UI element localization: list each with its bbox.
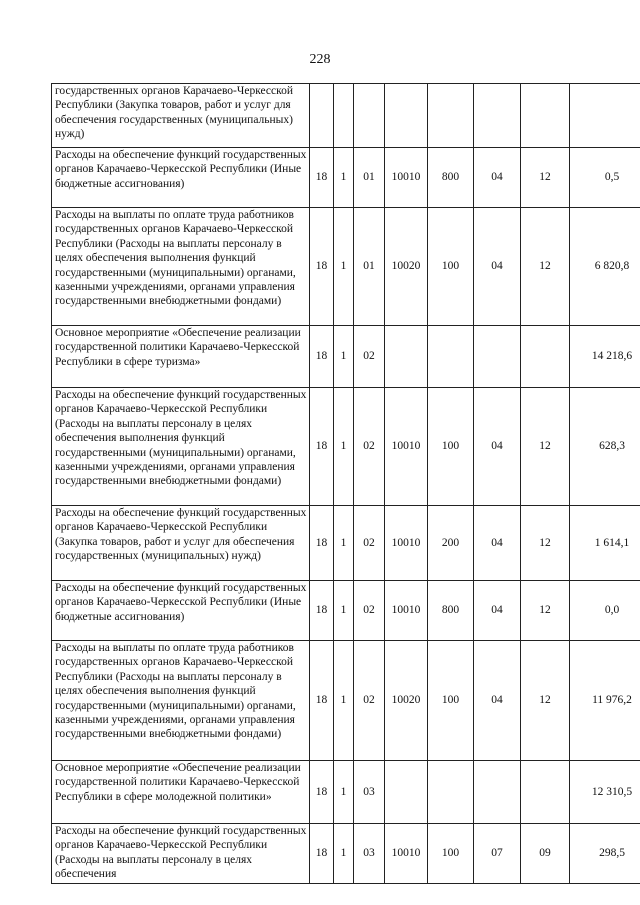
cell-section: 04	[474, 641, 521, 761]
cell-section: 04	[474, 148, 521, 208]
cell-description: Расходы на обеспечение функций государственных органов Карачаево-Черкесской Республики (Иные бюджетные ассигнования)	[52, 581, 310, 641]
table-row	[52, 641, 640, 761]
cell-program: 1	[334, 388, 354, 506]
cell-section: 07	[474, 824, 521, 884]
cell-ministry-code: 18	[310, 208, 334, 326]
cell-subsection	[521, 84, 570, 148]
cell-amount: 12 310,5	[570, 761, 640, 824]
cell-subprogram: 02	[354, 581, 385, 641]
cell-expense-type: 800	[428, 581, 474, 641]
cell-section: 04	[474, 388, 521, 506]
cell-program: 1	[334, 641, 354, 761]
cell-amount: 628,3	[570, 388, 640, 506]
table-row	[52, 824, 640, 884]
cell-expense-type: 200	[428, 506, 474, 581]
cell-expense-type	[428, 761, 474, 824]
cell-subsection: 12	[521, 208, 570, 326]
cell-subprogram: 02	[354, 326, 385, 388]
cell-ministry-code: 18	[310, 506, 334, 581]
cell-direction: 10010	[385, 824, 428, 884]
budget-table	[51, 83, 640, 884]
cell-subprogram: 01	[354, 148, 385, 208]
cell-ministry-code	[310, 84, 334, 148]
cell-direction	[385, 84, 428, 148]
cell-description: Расходы на обеспечение функций государственных органов Карачаево-Черкесской Республики (Расходы на выплаты персоналу в целях обеспечения выполнения функций государственными (муниципальными) органами, казенными учреждениями, органами управления государственными внебюджетными фондами)	[52, 388, 310, 506]
cell-expense-type: 100	[428, 824, 474, 884]
cell-expense-type: 100	[428, 388, 474, 506]
cell-description: Расходы на выплаты по оплате труда работников государственных органов Карачаево-Черкесской Республики (Расходы на выплаты персоналу в целях обеспечения выполнения функций государственными (муниципальными) органами, казенными учреждениями, органами управления государственными внебюджетными фондами)	[52, 641, 310, 761]
cell-description: Основное мероприятие «Обеспечение реализации государственной политики Карачаево-Черкесской Республики в сфере молодежной политики»	[52, 761, 310, 824]
cell-subprogram: 03	[354, 824, 385, 884]
cell-program: 1	[334, 761, 354, 824]
cell-ministry-code: 18	[310, 581, 334, 641]
cell-subprogram: 03	[354, 761, 385, 824]
cell-amount: 6 820,8	[570, 208, 640, 326]
cell-expense-type	[428, 326, 474, 388]
cell-description: Расходы на обеспечение функций государственных органов Карачаево-Черкесской Республики (Иные бюджетные ассигнования)	[52, 148, 310, 208]
cell-ministry-code: 18	[310, 761, 334, 824]
cell-subsection: 12	[521, 641, 570, 761]
cell-program	[334, 84, 354, 148]
budget-table-body	[52, 84, 640, 884]
cell-direction: 10010	[385, 148, 428, 208]
table-row	[52, 208, 640, 326]
cell-subprogram	[354, 84, 385, 148]
cell-description: Расходы на обеспечение функций государственных органов Карачаево-Черкесской Республики (Закупка товаров, работ и услуг для обеспечения государственных (муниципальных) нужд)	[52, 506, 310, 581]
cell-expense-type: 100	[428, 641, 474, 761]
cell-subsection	[521, 326, 570, 388]
table-row	[52, 84, 640, 148]
cell-direction: 10020	[385, 641, 428, 761]
cell-ministry-code: 18	[310, 148, 334, 208]
cell-subsection: 12	[521, 506, 570, 581]
cell-description: государственных органов Карачаево-Черкесской Республики (Закупка товаров, работ и услуг для обеспечения государственных (муниципальных) нужд)	[52, 84, 310, 148]
cell-description: Основное мероприятие «Обеспечение реализации государственной политики Карачаево-Черкесской Республики в сфере туризма»	[52, 326, 310, 388]
cell-amount: 298,5	[570, 824, 640, 884]
cell-description: Расходы на выплаты по оплате труда работников государственных органов Карачаево-Черкесской Республики (Расходы на выплаты персоналу в целях обеспечения выполнения функций государственными (муниципальными) органами, казенными учреждениями, органами управления государственными внебюджетными фондами)	[52, 208, 310, 326]
cell-subprogram: 02	[354, 506, 385, 581]
cell-direction: 10010	[385, 581, 428, 641]
cell-section: 04	[474, 506, 521, 581]
cell-ministry-code: 18	[310, 388, 334, 506]
cell-program: 1	[334, 581, 354, 641]
cell-section	[474, 326, 521, 388]
cell-program: 1	[334, 824, 354, 884]
cell-amount: 0,0	[570, 581, 640, 641]
cell-subsection: 12	[521, 581, 570, 641]
cell-direction	[385, 761, 428, 824]
cell-expense-type: 100	[428, 208, 474, 326]
cell-subprogram: 02	[354, 641, 385, 761]
table-row	[52, 761, 640, 824]
table-row	[52, 581, 640, 641]
cell-ministry-code: 18	[310, 326, 334, 388]
cell-amount: 1 614,1	[570, 506, 640, 581]
table-row	[52, 388, 640, 506]
cell-subsection: 12	[521, 388, 570, 506]
cell-subsection: 09	[521, 824, 570, 884]
table-row	[52, 506, 640, 581]
cell-direction: 10020	[385, 208, 428, 326]
cell-amount: 0,5	[570, 148, 640, 208]
cell-subprogram: 01	[354, 208, 385, 326]
cell-program: 1	[334, 208, 354, 326]
cell-expense-type: 800	[428, 148, 474, 208]
cell-subprogram: 02	[354, 388, 385, 506]
cell-ministry-code: 18	[310, 641, 334, 761]
cell-subsection	[521, 761, 570, 824]
cell-section: 04	[474, 581, 521, 641]
cell-amount: 11 976,2	[570, 641, 640, 761]
cell-ministry-code: 18	[310, 824, 334, 884]
cell-section: 04	[474, 208, 521, 326]
table-row	[52, 148, 640, 208]
cell-program: 1	[334, 506, 354, 581]
table-row	[52, 326, 640, 388]
cell-program: 1	[334, 326, 354, 388]
cell-subsection: 12	[521, 148, 570, 208]
cell-section	[474, 761, 521, 824]
cell-section	[474, 84, 521, 148]
cell-expense-type	[428, 84, 474, 148]
cell-direction: 10010	[385, 506, 428, 581]
cell-program: 1	[334, 148, 354, 208]
cell-description: Расходы на обеспечение функций государственных органов Карачаево-Черкесской Республики (Расходы на выплаты персоналу в целях обеспечения	[52, 824, 310, 884]
cell-amount	[570, 84, 640, 148]
cell-direction: 10010	[385, 388, 428, 506]
cell-direction	[385, 326, 428, 388]
page-number: 228	[309, 52, 331, 67]
cell-amount: 14 218,6	[570, 326, 640, 388]
